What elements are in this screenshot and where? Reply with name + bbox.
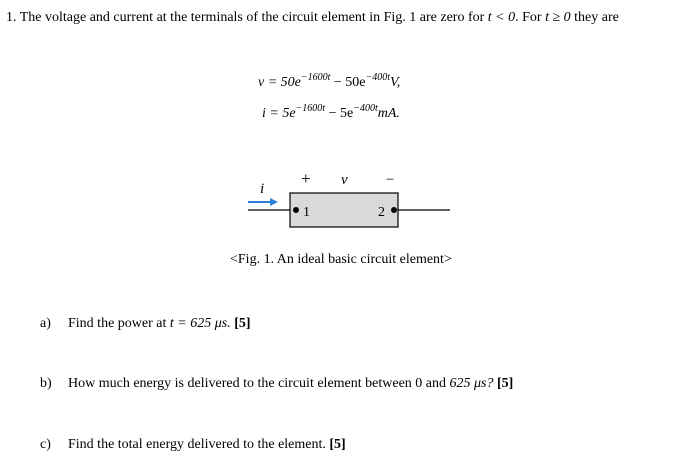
problem-mid: . For [515,10,542,25]
terminal-1-dot [293,207,299,213]
voltage-label: v [341,172,348,188]
part-b: b) How much energy is delivered to the circuit element between 0 and 625 μs? [5] [40,376,514,391]
terminal-1-label: 1 [303,205,310,220]
current-equation: $i = 5e^{-1600t} - 5e^{-400t}mA$. [262,103,400,121]
minus-sign: − [386,172,395,188]
condition-t-negative: t < 0 [487,10,516,25]
part-a-points: [5] [234,316,251,331]
condition-t-nonnegative: t ≥ 0 [545,10,571,25]
part-c: c) Find the total energy delivered to the element. [5] [40,437,346,452]
problem-tail: they are [570,10,619,25]
terminal-2-label: 2 [378,205,385,220]
problem-intro: 1. The voltage and current at the terminals of the circuit element in Fig. 1 are zero for [6,10,485,25]
part-c-points: [5] [329,437,346,452]
problem-statement [6,10,619,26]
part-b-time: 625 μs? [449,376,494,391]
plus-sign: + [301,169,311,188]
circuit-element-figure [240,160,460,230]
part-a: a) Find the power at t = 625 μs. [5] [40,316,251,331]
voltage-equation: $v = 50e^{-1600t} - 50e^{-400t}V$, [258,72,401,90]
current-arrow-head [270,198,278,206]
current-label: i [260,181,265,197]
part-b-points: [5] [496,376,514,391]
part-a-time: t = 625 μs. [169,316,231,331]
terminal-2-dot [391,207,397,213]
figure-caption: <Fig. 1. An ideal basic circuit element> [230,252,452,267]
